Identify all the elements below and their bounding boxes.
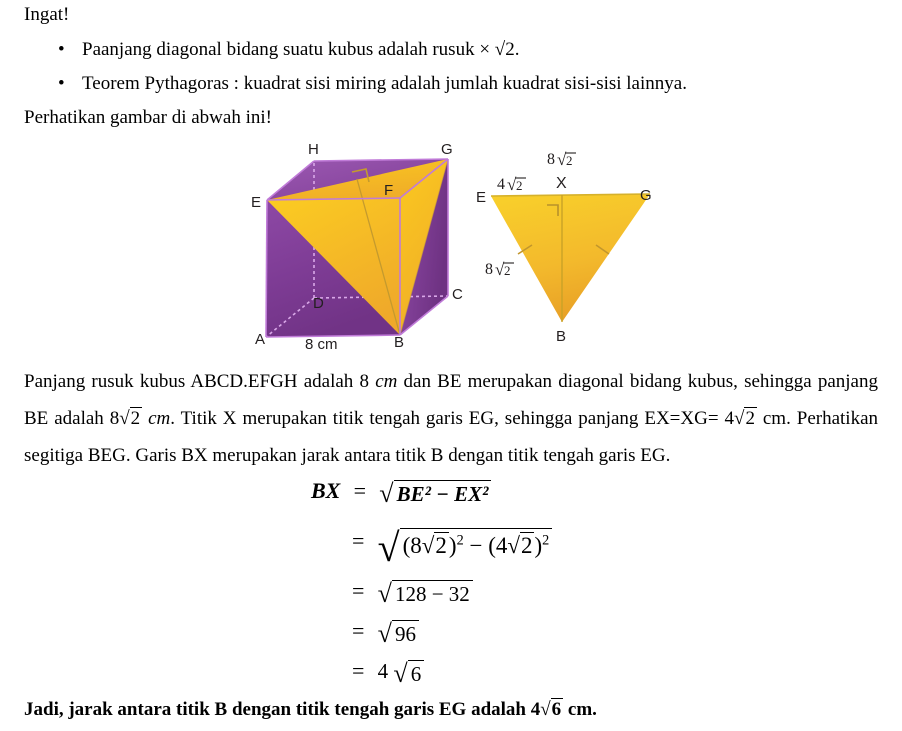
svg-text:4: 4 — [497, 176, 505, 193]
derivation-line-5 — [352, 658, 424, 698]
triangle-label-G: G — [640, 187, 652, 204]
triangle-BEG-fill — [491, 194, 650, 322]
sqrt-expression — [378, 618, 419, 648]
svg-text:8: 8 — [485, 261, 493, 278]
radicand: BE² − EX² — [394, 480, 492, 507]
cube-label-B: B — [394, 334, 405, 351]
conclusion-suffix: cm. — [563, 699, 597, 720]
para-seg-cm: cm — [142, 408, 171, 429]
inline-sqrt-2: √2 — [734, 408, 755, 429]
para-seg: dan BE merupakan diagonal bidang kubus, sehingga panjang BE adalah 8 — [24, 371, 878, 429]
para-seg: cm. Perhatikan segitiga BEG. Garis BX merupakan jarak antara titik B dengan titik tengah garis EG. — [24, 408, 879, 466]
radical-sign: √ — [379, 479, 394, 509]
sqrt-expression — [393, 658, 424, 688]
bullet-marker: • — [58, 39, 65, 60]
equals-sign: = — [352, 618, 365, 643]
instruction-text: Perhatikan gambar di abwah ini! — [24, 107, 272, 128]
sqrt-expression — [379, 478, 491, 508]
figures-svg — [0, 132, 902, 360]
svg-text:√: √ — [557, 150, 567, 169]
triangle-label-EB-length — [485, 260, 514, 279]
triangle-label-EX-length — [497, 175, 526, 194]
sqrt-expression — [377, 520, 553, 570]
radicand: 128 − 32 — [392, 580, 473, 607]
cube-label-A: A — [255, 331, 266, 348]
equals-sign: = — [352, 658, 365, 683]
figure-area — [0, 132, 902, 360]
svg-text:√: √ — [507, 175, 517, 194]
svg-text:2: 2 — [516, 178, 523, 193]
cube-label-D: D — [313, 295, 324, 312]
conclusion-text — [24, 697, 597, 723]
derivation-line-4 — [352, 618, 419, 658]
cube-label-G: G — [441, 141, 453, 158]
cube-label-H: H — [308, 141, 319, 158]
coefficient: 4 — [377, 659, 389, 683]
triangle-label-X: X — [556, 175, 567, 192]
para-seg-cm: cm — [375, 371, 398, 392]
cube-figure — [251, 141, 463, 353]
list-item-label: Paanjang diagonal bidang suatu kubus adalah rusuk × √2. — [82, 39, 520, 60]
cube-label-C: C — [452, 286, 463, 303]
triangle-figure — [476, 150, 652, 345]
triangle-label-EG-length — [547, 150, 576, 169]
triangle-label-B: B — [556, 328, 567, 345]
list-item-label: Teorem Pythagoras : kuadrat sisi miring adalah jumlah kuadrat sisi-sisi lainnya. — [82, 73, 687, 94]
bullet-marker: • — [58, 73, 65, 94]
svg-text:2: 2 — [566, 153, 573, 168]
radicand — [400, 528, 553, 560]
derivation-line-2 — [352, 520, 552, 570]
inline-sqrt-2: √2 — [119, 408, 141, 429]
radical-sign: √ — [393, 659, 408, 689]
cube-edge-length-label: 8 cm — [305, 336, 338, 353]
para-seg: Panjang rusuk kubus ABCD.EFGH adalah 8 — [24, 371, 376, 392]
svg-text:8: 8 — [547, 151, 555, 168]
radical-sign: √ — [377, 525, 400, 570]
radicand: 6 — [408, 660, 425, 687]
cube-label-E: E — [251, 194, 262, 211]
page-title: Ingat! — [24, 4, 70, 25]
radicand: 96 — [392, 620, 419, 647]
list-item — [24, 33, 874, 67]
cube-label-F: F — [384, 182, 394, 199]
explanation-paragraph — [24, 363, 878, 474]
reminder-list — [24, 33, 874, 101]
equals-sign: = — [352, 578, 365, 603]
conclusion-prefix: Jadi, jarak antara titik B dengan titik tengah garis EG adalah 4 — [24, 699, 541, 720]
svg-text:2: 2 — [504, 263, 511, 278]
list-item — [24, 67, 874, 101]
derivation-line-3 — [352, 578, 473, 618]
sqrt-expression — [378, 578, 473, 608]
svg-text:√: √ — [495, 260, 505, 279]
equals-sign: = — [353, 478, 367, 503]
lhs-BX: BX — [311, 478, 341, 503]
radical-sign: √ — [377, 579, 392, 609]
derivation-line-1 — [311, 478, 491, 518]
radicand-text: $(8√2)^2 - (4√2)^2$ — [402, 532, 550, 559]
triangle-label-E: E — [476, 189, 487, 206]
para-seg: . Titik X merupakan titik tengah garis EG, sehingga panjang EX=XG= 4 — [170, 408, 734, 429]
conclusion-radical: √6 — [540, 699, 562, 720]
equals-sign: = — [352, 528, 365, 554]
radical-sign: √ — [377, 619, 392, 649]
